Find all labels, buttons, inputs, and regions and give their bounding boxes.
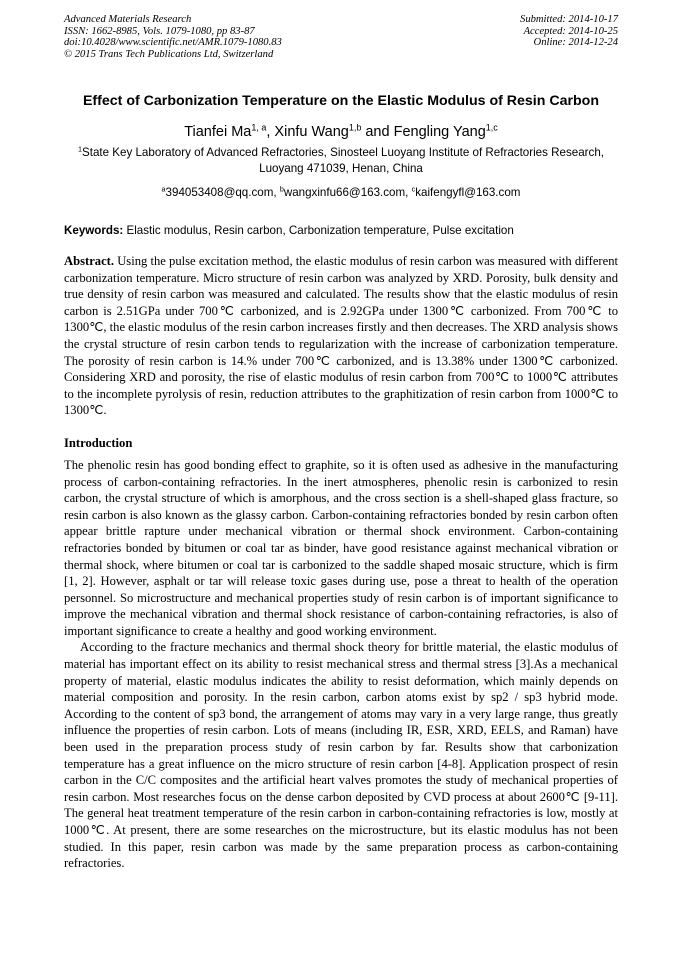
introduction-paragraph: The phenolic resin has good bonding effect to graphite, so it is often used as adhesive in the manufacturing process of carbon-containing refractories. In the inert atmospheres, phenolic resin is carbonized to resin carbon, the crystal structure of which is amorphous, and the cross section is a shell-shaped glass fracture, so resin carbon is also known as the glassy carbon. Carbon-containing refractories bonded by resin carbon often appear brittle rapture under mechanical vibration or thermal shock environment. Carbon-containing refractories bonded by bitumen or coal tar as binder, have good resistance against mechanical vibration or thermal shock, where bitumen or coal tar is carbonized to the saddle shaped mosaic structure, which is firm [1, 2]. However, asphalt or tar will release toxic gases during use, pose a threat to health of the operation personnel. So microstructure and mechanical properties study of resin carbon is of important significance to improve the mechanical vibration and thermal shock resistance of carbon-containing refractories, is also of important significance to create a healthy and good working environment. [64, 457, 618, 638]
email-separator: , [405, 186, 412, 199]
author-name: Xinfu Wang [274, 124, 349, 140]
journal-header [64, 14, 618, 70]
email-mark: a [161, 184, 166, 194]
copyright-line: © 2015 Trans Tech Publications Ltd, Switzerland [64, 48, 274, 60]
abstract-label: Abstract. [64, 254, 115, 268]
submitted-date: Submitted: 2014-10-17 [520, 14, 618, 25]
doi-line[interactable]: doi:10.4028/www.scientific.net/AMR.1079-1080.83 [64, 37, 282, 49]
paper-title: Effect of Carbonization Temperature on the Elastic Modulus of Resin Carbon [82, 93, 600, 109]
author-separator: , [266, 124, 275, 140]
author-name: Tianfei Ma [184, 124, 252, 140]
publication-dates [520, 14, 618, 49]
abstract [64, 253, 618, 419]
introduction-paragraph: According to the fracture mechanics and thermal shock theory for brittle material, the elastic modulus of material has important effect on its ability to resist mechanical stress and thermal stress [3].As a mechanical property of material, elastic modulus indicates the ability to resist deformation, which mainly depends on material composition and porosity. In the resin carbon, carbon atoms exist by sp2 / sp3 hybrid mode. According to the content of sp3 bond, the arrangement of atoms may vary in a very large range, thus greatly influence the properties of resin carbon. Lots of means (including IR, ESR, XRD, EELS, and Raman) have been used in the preparation process study of resin carbon by far. Results show that carbonization temperature has a great influence on the micro structure of resin carbon [4-8]. Application prospect of resin carbon in the C/C composites and the artificial heart valves promotes the study of mechanical properties of resin carbon. Most researches focus on the dense carbon deposited by CVD process at about 2600℃ [9-11]. The general heat treatment temperature of the resin carbon in carbon-containing refractories is low, mostly at 1000℃. At present, there are some researches on the microstructure, but its elastic modulus has not been studied. In this paper, resin carbon was made by the same preparation process as carbon-containing refractories. [64, 640, 618, 871]
email-link[interactable]: kaifengyfl@163.com [415, 186, 521, 199]
paper-page [64, 14, 618, 872]
email-separator: , [273, 186, 280, 199]
affiliation-mark: 1 [77, 144, 82, 154]
keywords [64, 223, 618, 239]
publication-info [64, 14, 282, 60]
email-mark: b [279, 184, 284, 194]
section-heading-introduction: Introduction [64, 435, 133, 450]
author-list [64, 123, 618, 141]
online-date: Online: 2014-12-24 [533, 37, 618, 49]
affiliation-text: State Key Laboratory of Advanced Refractories, Sinosteel Luoyang Institute of Refractories Research, Luoyang 471039, Henan, China [81, 146, 604, 175]
author-separator: and [361, 124, 394, 140]
email-link[interactable]: 394053408@qq.com [165, 186, 274, 199]
author-affiliation-mark: 1,b [348, 122, 362, 133]
affiliation [64, 145, 618, 177]
abstract-text: Using the pulse excitation method, the elastic modulus of resin carbon was measured with different carbonization temperature. Micro structure of resin carbon was analyzed by XRD. Porosity, bulk density and true density of resin carbon was measured and calculated. The results show that the elastic modulus of resin carbon is 2.51GPa under 700℃ carbonized, and is 2.92GPa under 1300℃ carbonized. From 700℃ to 1300℃, the elastic modulus of the resin carbon increases firstly and then decreases. The XRD analysis shows the crystal structure of resin carbon tends to regularization with the increase of carbonization temperature. The porosity of resin carbon is 14.% under 700℃ carbonized, and is 13.38% under 1300℃ carbonized. Considering XRD and porosity, the rise of elastic modulus of resin carbon from 700℃ to 1000℃ attributes to the incomplete pyrolysis of resin, reduction attributes to the graphitization of resin carbon from 1000℃ to 1300℃. [64, 254, 618, 418]
author-name: Fengling Yang [393, 124, 486, 140]
author-affiliation-mark: 1,c [485, 122, 498, 133]
email-link[interactable]: wangxinfu66@163.com [283, 186, 406, 199]
email-mark: c [411, 184, 416, 194]
author-affiliation-mark: 1, a [251, 122, 267, 133]
keywords-label: Keywords: [64, 224, 124, 237]
author-emails [64, 185, 618, 201]
issn-line: ISSN: 1662-8985, Vols. 1079-1080, pp 83-87 [64, 25, 255, 37]
journal-name: Advanced Materials Research [64, 14, 192, 25]
keywords-text: Elastic modulus, Resin carbon, Carbonization temperature, Pulse excitation [123, 224, 514, 237]
accepted-date: Accepted: 2014-10-25 [523, 25, 618, 37]
